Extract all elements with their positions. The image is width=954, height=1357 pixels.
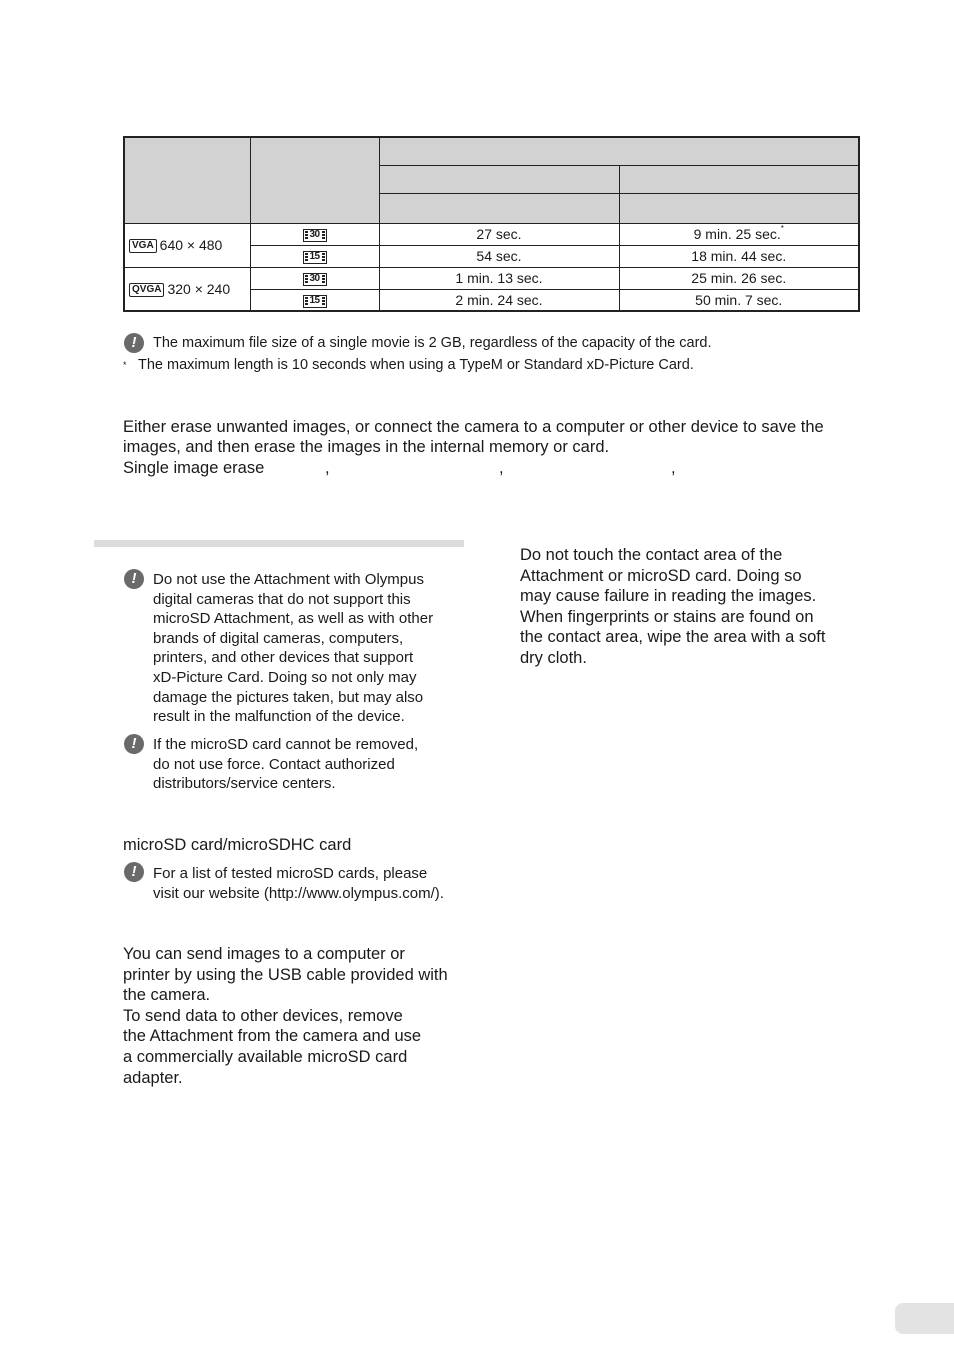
image-size-cell <box>124 223 250 267</box>
header-internal-memory <box>379 165 619 193</box>
header-recording-length <box>379 137 859 165</box>
frame-rate-cell <box>250 245 379 267</box>
frame-rate-30-icon: 30 <box>303 229 327 242</box>
text-line: dry cloth. <box>520 648 587 667</box>
text-line: adapter. <box>123 1068 183 1087</box>
text-line: brands of digital cameras, computers, <box>153 629 404 647</box>
text-line: the Attachment from the camera and use <box>123 1027 422 1046</box>
text-line: printers, and other devices that support <box>153 649 414 667</box>
frame-rate-cell <box>250 223 379 245</box>
text-line: Do not use the Attachment with Olympus <box>153 571 424 588</box>
footnote-marker: * <box>780 224 784 233</box>
text-line: Do not touch the contact area of the <box>520 546 783 564</box>
image-size-cell <box>124 267 250 311</box>
card-length-value: 9 min. 25 sec. <box>693 226 781 242</box>
card-length-cell: 18 min. 44 sec. <box>619 245 859 267</box>
text-line: do not use force. Contact authorized <box>153 755 395 773</box>
header-internal-sub <box>379 193 619 223</box>
caution-icon: ! <box>124 569 144 589</box>
text-line: xD-Picture Card. Doing so not only may <box>153 668 417 686</box>
header-frame-rate <box>250 137 379 223</box>
internal-length-cell: 54 sec. <box>379 245 619 267</box>
text-line: For a list of tested microSD cards, please <box>153 865 428 882</box>
text-line: the contact area, wipe the area with a soft <box>520 628 826 647</box>
text-line: visit our website (http://www.olympus.com/). <box>153 884 444 902</box>
header-card-sub <box>619 193 859 223</box>
frame-rate-15-icon: 15 <box>303 251 327 264</box>
send-images-paragraph <box>123 944 448 1088</box>
vga-icon: VGA <box>129 239 157 253</box>
contact-area-paragraph <box>520 545 825 669</box>
card-length-cell: 50 min. 7 sec. <box>619 289 859 311</box>
text-line: distributors/service centers. <box>153 775 336 793</box>
image-size-label: 320 × 240 <box>167 280 231 297</box>
frame-rate-cell <box>250 267 379 289</box>
image-size-label: 640 × 480 <box>159 236 223 253</box>
text-line: microSD Attachment, as well as with other <box>153 610 434 628</box>
text-line: damage the pictures taken, but may also <box>153 688 424 706</box>
qvga-icon: QVGA <box>129 283 164 297</box>
asterisk-marker: * <box>123 360 127 370</box>
frame-rate-15-icon: 15 <box>303 295 327 308</box>
card-type-label: microSD card/microSDHC card <box>123 836 352 854</box>
removal-caution <box>153 735 418 794</box>
text-line: digital cameras that do not support this <box>153 590 411 608</box>
table-row <box>124 223 859 245</box>
text-line: a commercially available microSD card <box>123 1047 408 1066</box>
text-line: the camera. <box>123 986 211 1005</box>
max-file-size-note: The maximum file size of a single movie is 2 GB, regardless of the capacity of the card. <box>153 335 712 351</box>
erase-line-2: images, and then erase the images in the internal memory or card. <box>123 438 610 456</box>
section-divider-bar <box>94 540 464 547</box>
frame-rate-cell <box>250 289 379 311</box>
header-card <box>619 165 859 193</box>
attachment-caution <box>153 570 433 727</box>
table-row <box>124 267 859 289</box>
text-line: When fingerprints or stains are found on <box>520 607 814 626</box>
separator-comma: , <box>671 459 676 477</box>
separator-comma: , <box>325 459 330 477</box>
caution-icon: ! <box>124 862 144 882</box>
caution-icon: ! <box>124 333 144 353</box>
frame-rate-30-icon: 30 <box>303 273 327 286</box>
asterisk-note: The maximum length is 10 seconds when using a TypeM or Standard xD-Picture Card. <box>138 357 694 373</box>
internal-length-cell: 2 min. 24 sec. <box>379 289 619 311</box>
text-line: may cause failure in reading the images. <box>520 587 817 606</box>
text-line: Attachment or microSD card. Doing so <box>520 566 802 585</box>
caution-icon: ! <box>124 734 144 754</box>
text-line: If the microSD card cannot be removed, <box>153 736 419 753</box>
internal-length-cell: 1 min. 13 sec. <box>379 267 619 289</box>
header-image-size <box>124 137 250 223</box>
page-number-tab <box>895 1303 954 1334</box>
internal-length-cell: 27 sec. <box>379 223 619 245</box>
card-length-cell: 25 min. 26 sec. <box>619 267 859 289</box>
text-line: You can send images to a computer or <box>123 945 405 963</box>
tested-cards-note <box>153 864 444 903</box>
text-line: result in the malfunction of the device. <box>153 708 405 726</box>
text-line: printer by using the USB cable provided with <box>123 965 448 984</box>
erase-line-3: Single image erase <box>123 459 265 477</box>
card-length-cell <box>619 223 859 245</box>
erase-line-1: Either erase unwanted images, or connect the camera to a computer or other device to save the <box>123 418 824 436</box>
text-line: To send data to other devices, remove <box>123 1006 403 1025</box>
movie-recording-table <box>123 136 860 312</box>
separator-comma: , <box>499 459 504 477</box>
